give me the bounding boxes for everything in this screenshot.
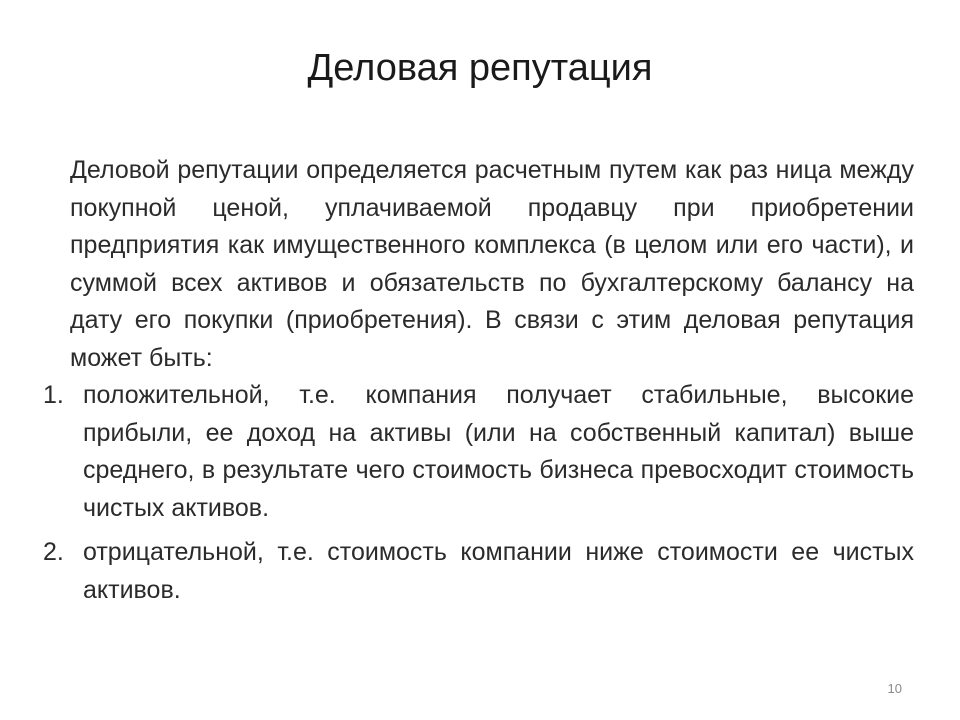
slide-title: Деловая репутация xyxy=(307,47,653,89)
list-item xyxy=(43,534,914,609)
list-item-number: 1. xyxy=(43,381,64,409)
intro-paragraph: Деловой репутации определяется расчетным путем как раз ница между покупной ценой, уплачиваемой продавцу при приобретении предприятия как имущественного комплекса (в целом или его части), и суммой всех активов и обязательств по бухгалтерскому балансу на дату его покупки (приобретения). В связи с этим деловая репутация может быть: xyxy=(70,156,914,372)
page-number: 10 xyxy=(887,681,902,696)
list-item-text: положительной, т.е. компания получает стабильные, высокие прибыли, ее доход на активы (или на собственный капитал) выше среднего, в результате чего стоимость бизнеса превосходит стоимость чистых активов. xyxy=(83,381,914,522)
numbered-list xyxy=(43,377,914,609)
slide-body xyxy=(43,152,914,616)
list-item-number: 2. xyxy=(43,538,64,566)
list-item xyxy=(43,377,914,527)
list-item-text: отрицательной, т.е. стоимость компании ниже стоимости ее чистых активов. xyxy=(83,538,914,604)
